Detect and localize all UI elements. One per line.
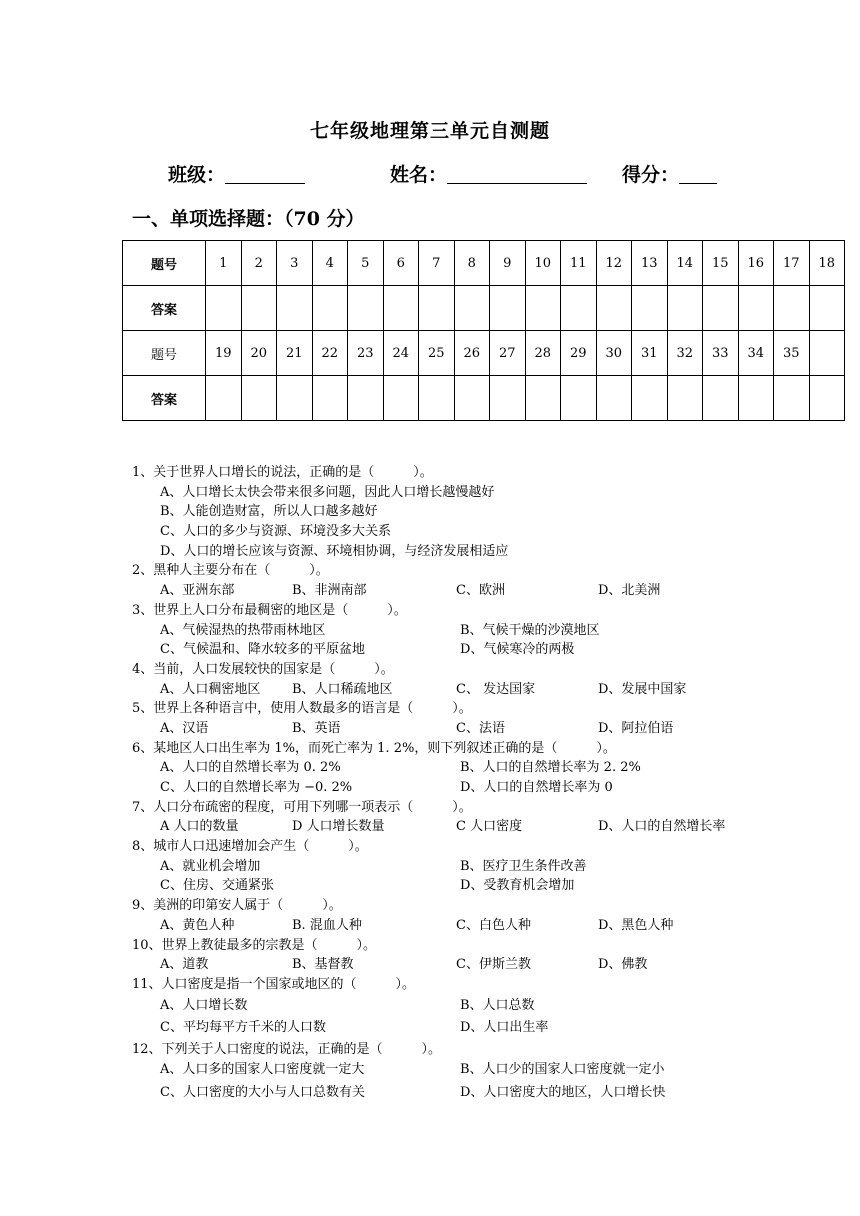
option-line	[132, 857, 852, 877]
answer-header-cell: 答案	[123, 376, 206, 421]
answer-cell[interactable]	[738, 286, 774, 331]
answer-cell[interactable]	[525, 286, 561, 331]
question-number-cell: 14	[667, 241, 703, 286]
option-line	[132, 522, 852, 542]
table-row-numbers-2	[123, 331, 845, 376]
question-number-cell: 20	[241, 331, 277, 376]
option-line	[132, 640, 852, 660]
question-number-cell: 22	[312, 331, 348, 376]
question-number-cell	[809, 331, 845, 376]
question-number-cell: 26	[454, 331, 490, 376]
table-row-numbers-1	[123, 241, 845, 286]
answer-option[interactable]: A、人口稠密地区	[160, 681, 261, 697]
answer-option[interactable]: D、佛教	[598, 957, 648, 973]
row-header-cell: 题号	[123, 331, 206, 376]
question-number-cell: 24	[383, 331, 419, 376]
table-row-answers-2	[123, 376, 845, 421]
question-number-cell: 17	[774, 241, 810, 286]
answer-option[interactable]: C、伊斯兰教	[456, 957, 531, 973]
answer-option[interactable]: A、人口的自然增长率为 0. 2%	[160, 760, 341, 776]
answer-option[interactable]: D、发展中国家	[598, 681, 687, 697]
question-stem: 11、人口密度是指一个国家或地区的（ ）。	[132, 976, 416, 992]
answer-option[interactable]: A、人口增长数	[160, 997, 248, 1013]
answer-cell[interactable]	[383, 376, 419, 421]
answer-option[interactable]: A、就业机会增加	[160, 858, 261, 874]
option-line	[132, 995, 852, 1018]
question-number-cell: 16	[738, 241, 774, 286]
answer-option[interactable]: D 人口增长数量	[292, 819, 385, 835]
answer-cell[interactable]	[241, 286, 277, 331]
option-line	[132, 758, 852, 778]
answer-option[interactable]: A、人口增长太快会带来很多问题，因此人口增长越慢越好	[160, 484, 495, 500]
option-line	[132, 542, 852, 562]
class-label: 班级：	[168, 164, 226, 186]
question-number-cell: 9	[490, 241, 526, 286]
answer-option[interactable]: D、人口的自然增长率为 0	[460, 780, 613, 795]
answer-cell[interactable]	[703, 286, 739, 331]
question-number-cell: 3	[277, 241, 313, 286]
question-stem: 2、黑种人主要分布在（ ）。	[132, 563, 329, 579]
answer-option[interactable]: B、气候干燥的沙漠地区	[460, 622, 600, 638]
question-number-cell: 11	[561, 241, 597, 286]
answer-cell[interactable]	[241, 376, 277, 421]
answer-cell[interactable]	[454, 286, 490, 331]
answer-cell[interactable]	[561, 286, 597, 331]
answer-cell[interactable]	[525, 376, 561, 421]
option-line	[132, 502, 852, 522]
question-number-cell: 34	[738, 331, 774, 376]
option-line	[132, 1017, 852, 1040]
answer-cell[interactable]	[348, 376, 384, 421]
answer-cell[interactable]	[809, 286, 845, 331]
question-stem: 9、美洲的印第安人属于（ ）。	[132, 898, 342, 914]
question-number-cell: 25	[419, 331, 455, 376]
answer-cell[interactable]	[774, 286, 810, 331]
question-number-cell: 2	[241, 241, 277, 286]
question-number-cell: 1	[206, 241, 242, 286]
answer-option[interactable]: C、白色人种	[456, 917, 531, 933]
answer-option[interactable]: A、人口多的国家人口密度就一定大	[160, 1062, 365, 1078]
question-number-cell: 13	[632, 241, 668, 286]
answer-option[interactable]: C、住房、交通紧张	[160, 878, 274, 894]
answer-option[interactable]: D、北美洲	[598, 583, 661, 599]
question-number-cell: 4	[312, 241, 348, 286]
answer-cell[interactable]	[348, 286, 384, 331]
answer-option[interactable]: D、人口的自然增长率	[598, 819, 726, 835]
question-number-cell: 32	[667, 331, 703, 376]
answer-option[interactable]: B、非洲南部	[292, 583, 367, 599]
answer-option[interactable]: A、气候湿热的热带雨林地区	[160, 622, 326, 638]
answer-option[interactable]: C、人口的自然增长率为 −0. 2%	[160, 780, 353, 795]
answer-option[interactable]: D、气候寒冷的两极	[460, 642, 575, 658]
answer-option[interactable]: D、阿拉伯语	[598, 720, 674, 736]
question-number-cell: 33	[703, 331, 739, 376]
answer-option[interactable]: B、英语	[292, 720, 341, 736]
question-number-cell: 10	[525, 241, 561, 286]
answer-option[interactable]: B、人口少的国家人口密度就一定小	[460, 1062, 665, 1078]
answer-option[interactable]: C 人口密度	[456, 819, 523, 835]
question-stem: 10、世界上教徒最多的宗教是（ ）。	[132, 937, 377, 953]
answer-option[interactable]: B、人能创造财富，所以人口越多越好	[160, 504, 378, 520]
answer-option[interactable]: C、法语	[456, 720, 505, 736]
score-field	[622, 160, 717, 187]
answer-cell[interactable]	[312, 286, 348, 331]
row-header-cell: 题号	[123, 241, 206, 286]
answer-option[interactable]: A 人口的数量	[160, 819, 239, 835]
question-stem: 6、某地区人口出生率为 1%，而死亡率为 1. 2%，则下列叙述正确的是（ ）。	[132, 740, 616, 756]
question-number-cell: 29	[561, 331, 597, 376]
question-list	[132, 463, 852, 1104]
answer-header-cell: 答案	[123, 286, 206, 331]
answer-option[interactable]: C、欧洲	[456, 583, 505, 599]
answer-cell[interactable]	[809, 376, 845, 421]
question-stem: 12、下列关于人口密度的说法，正确的是（ ）。	[132, 1041, 442, 1057]
name-field	[390, 160, 587, 187]
answer-option[interactable]: B、人口总数	[460, 997, 535, 1013]
class-blank[interactable]	[225, 163, 305, 184]
answer-option[interactable]: D、黑色人种	[598, 917, 674, 933]
answer-cell[interactable]	[454, 376, 490, 421]
answer-table	[122, 240, 845, 421]
question-number-cell: 30	[596, 331, 632, 376]
answer-option[interactable]: B、人口的自然增长率为 2. 2%	[460, 760, 641, 776]
answer-cell[interactable]	[490, 376, 526, 421]
answer-cell[interactable]	[277, 286, 313, 331]
answer-cell[interactable]	[206, 376, 242, 421]
option-line	[132, 1082, 852, 1105]
option-line	[132, 817, 852, 837]
option-line	[132, 621, 852, 641]
answer-cell[interactable]	[667, 286, 703, 331]
question-number-cell: 18	[809, 241, 845, 286]
question-number-cell: 5	[348, 241, 384, 286]
question-number-cell: 27	[490, 331, 526, 376]
page-title: 七年级地理第三单元自测题	[309, 120, 550, 142]
answer-cell[interactable]	[667, 376, 703, 421]
answer-cell[interactable]	[596, 286, 632, 331]
answer-cell[interactable]	[632, 286, 668, 331]
class-field	[168, 160, 305, 187]
answer-option[interactable]: D、人口密度大的地区，人口增长快	[460, 1084, 666, 1100]
question-stem: 4、当前，人口发展较快的国家是（ ）。	[132, 661, 394, 677]
answer-option[interactable]: B、人口稀疏地区	[292, 681, 393, 697]
option-line	[132, 1059, 852, 1082]
option-line	[132, 680, 852, 700]
answer-cell[interactable]	[419, 286, 455, 331]
question-number-cell: 12	[596, 241, 632, 286]
answer-cell[interactable]	[490, 286, 526, 331]
question-number-cell: 19	[206, 331, 242, 376]
answer-option[interactable]: B、医疗卫生条件改善	[460, 858, 587, 874]
answer-option[interactable]: A、亚洲东部	[160, 583, 235, 599]
answer-cell[interactable]	[738, 376, 774, 421]
question-number-cell: 28	[525, 331, 561, 376]
section-heading: 一、单项选择题：（70 分）	[132, 208, 365, 230]
answer-cell[interactable]	[312, 376, 348, 421]
answer-cell[interactable]	[596, 376, 632, 421]
question-number-cell: 23	[348, 331, 384, 376]
answer-cell[interactable]	[774, 376, 810, 421]
answer-option[interactable]: D、受教育机会增加	[460, 878, 575, 894]
answer-cell[interactable]	[632, 376, 668, 421]
answer-option[interactable]: C、 发达国家	[456, 681, 536, 697]
answer-option[interactable]: C、气候温和、降水较多的平原盆地	[160, 642, 365, 658]
score-label: 得分：	[622, 164, 680, 186]
option-line	[132, 483, 852, 503]
question-number-cell: 8	[454, 241, 490, 286]
question-stem: 7、人口分布疏密的程度，可用下列哪一项表示（ ）。	[132, 799, 472, 815]
question-number-cell: 6	[383, 241, 419, 286]
answer-cell[interactable]	[383, 286, 419, 331]
answer-option[interactable]: B. 混血人种	[292, 917, 362, 933]
answer-option[interactable]: D、人口的增长应该与资源、环境相协调，与经济发展相适应	[160, 543, 509, 559]
option-line	[132, 719, 852, 739]
option-line	[132, 916, 852, 936]
answer-cell[interactable]	[419, 376, 455, 421]
option-line	[132, 778, 852, 798]
answer-cell[interactable]	[703, 376, 739, 421]
answer-option[interactable]: C、人口的多少与资源、环境没多大关系	[160, 524, 391, 540]
question-stem: 1、关于世界人口增长的说法，正确的是（ ）。	[132, 465, 433, 480]
table-row-answers-1	[123, 286, 845, 331]
name-label: 姓名：	[390, 164, 448, 186]
question-number-cell: 21	[277, 331, 313, 376]
answer-option[interactable]: C、平均每平方千米的人口数	[160, 1020, 326, 1036]
question-number-cell: 31	[632, 331, 668, 376]
name-blank[interactable]	[447, 163, 587, 184]
option-line	[132, 955, 852, 975]
answer-option[interactable]: A、黄色人种	[160, 917, 235, 933]
answer-option[interactable]: B、基督教	[292, 957, 354, 973]
answer-option[interactable]: D、人口出生率	[460, 1020, 549, 1036]
answer-option[interactable]: C、人口密度的大小与人口总数有关	[160, 1084, 365, 1100]
answer-option[interactable]: A、汉语	[160, 720, 209, 736]
option-line	[132, 581, 852, 601]
question-number-cell: 35	[774, 331, 810, 376]
answer-option[interactable]: A、道教	[160, 957, 209, 973]
question-stem: 3、世界上人口分布最稠密的地区是（ ）。	[132, 602, 407, 618]
answer-cell[interactable]	[206, 286, 242, 331]
answer-cell[interactable]	[561, 376, 597, 421]
answer-cell[interactable]	[277, 376, 313, 421]
question-stem: 8、城市人口迅速增加会产生（ ）。	[132, 839, 368, 855]
question-stem: 5、世界上各种语言中，使用人数最多的语言是（ ）。	[132, 701, 472, 717]
score-blank[interactable]	[679, 163, 717, 184]
question-number-cell: 15	[703, 241, 739, 286]
option-line	[132, 876, 852, 896]
question-number-cell: 7	[419, 241, 455, 286]
